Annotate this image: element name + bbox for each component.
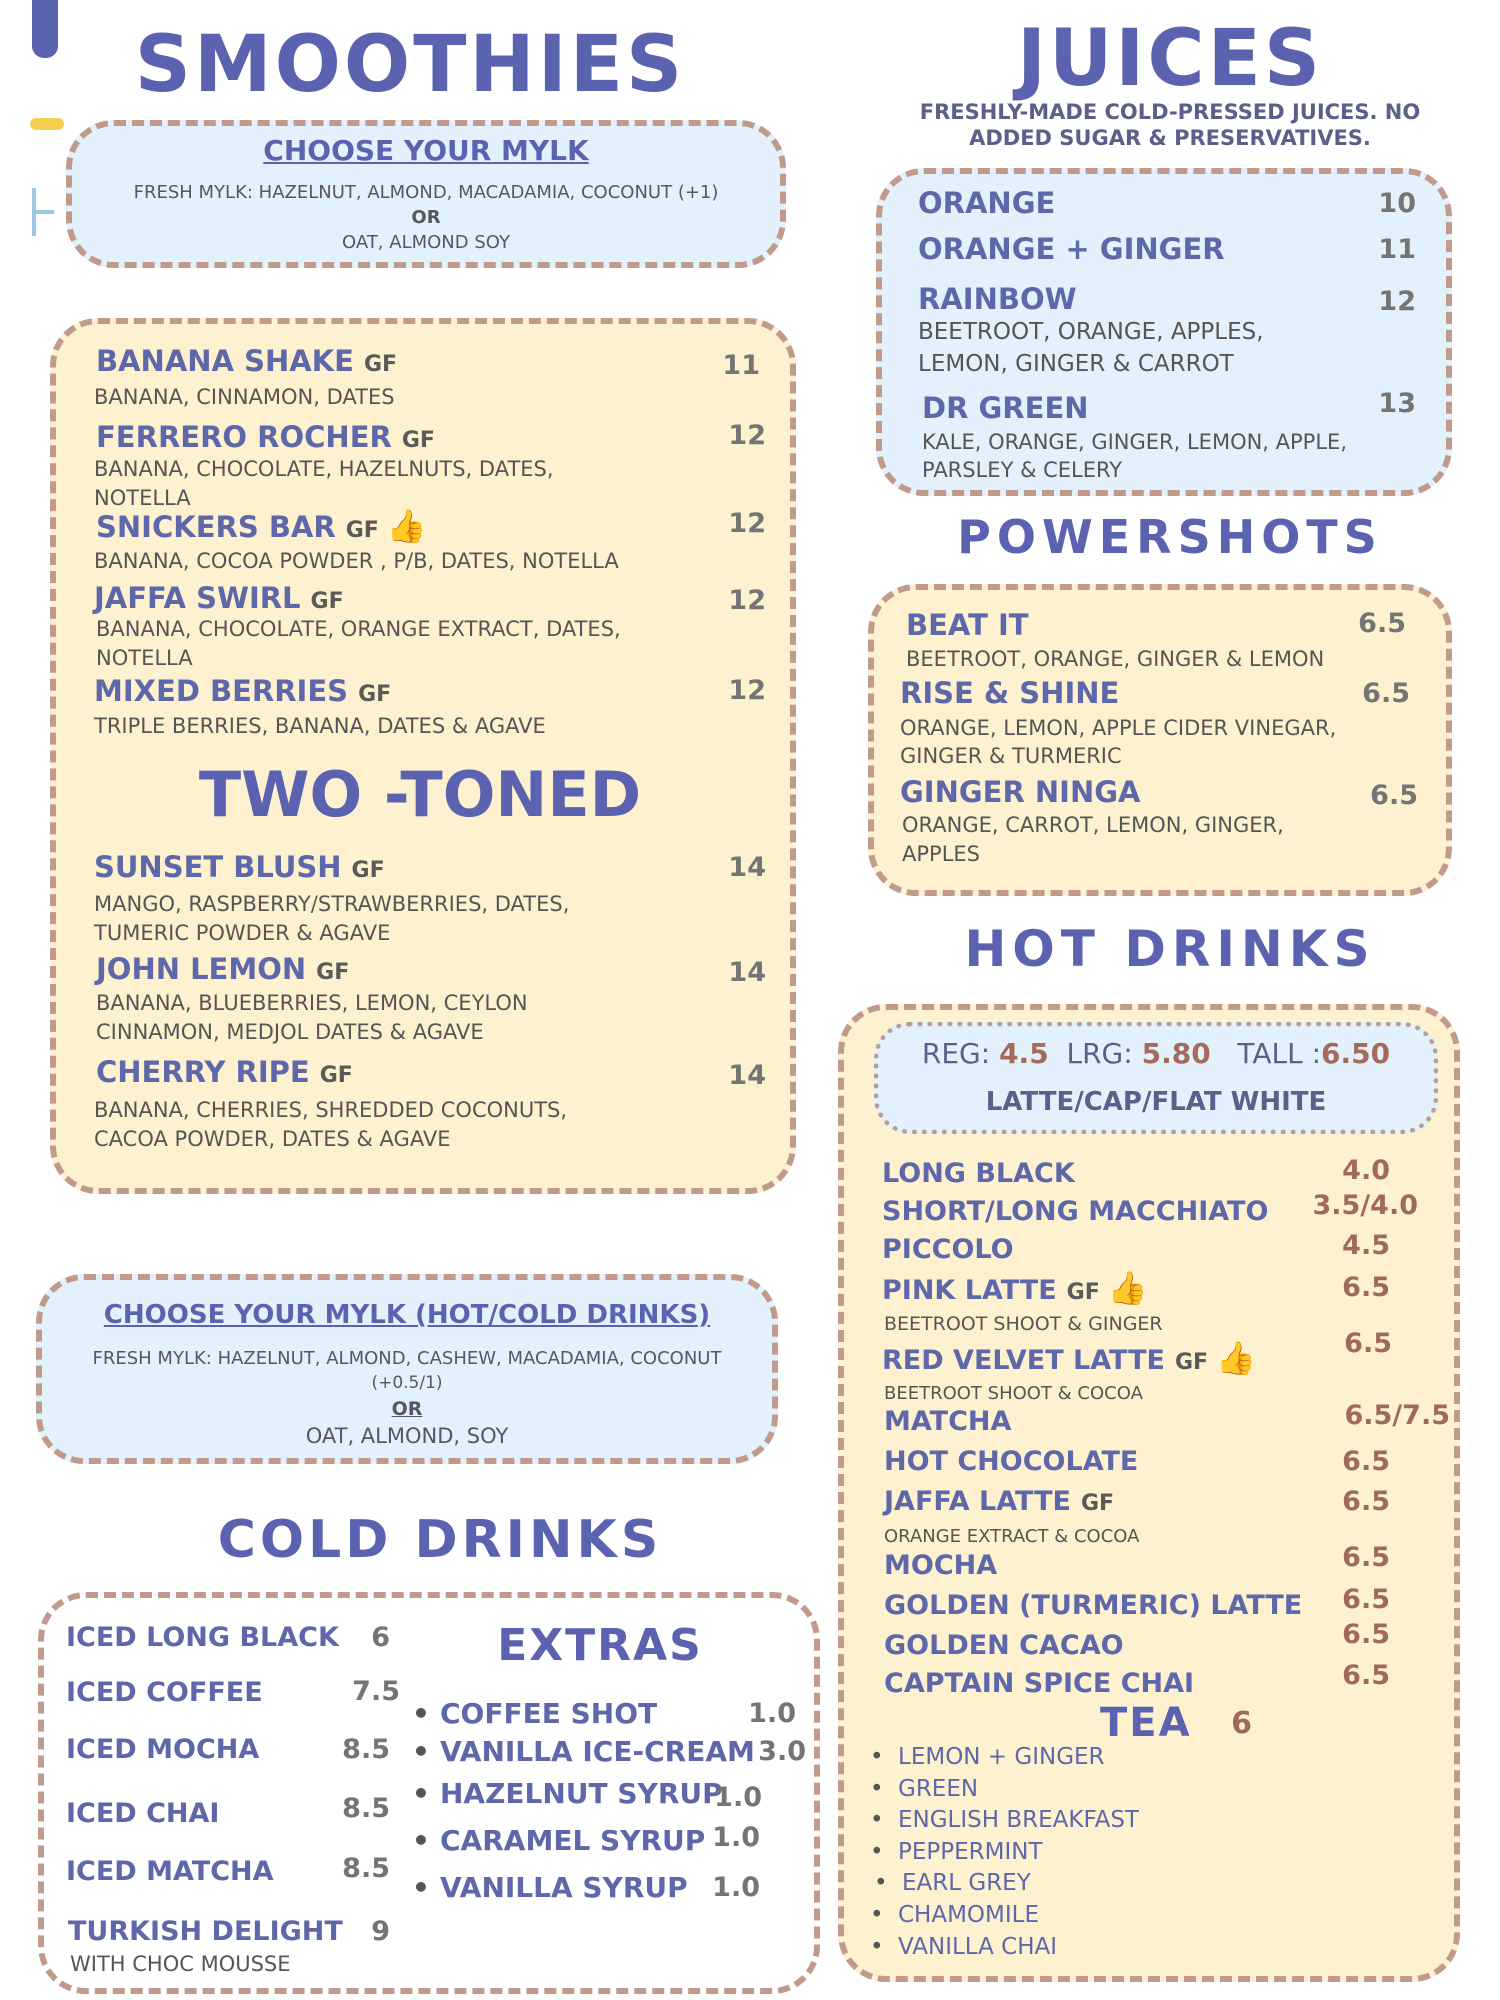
item-price: 6.5 (1342, 1272, 1390, 1303)
extra-vanilla-syrup: • VANILLA SYRUP (440, 1871, 688, 1904)
item-price: 14 (728, 957, 766, 988)
smoothies-heading: SMOOTHIES (134, 20, 686, 110)
item-price: 1.0 (748, 1698, 796, 1729)
item-desc: ORANGE, CARROT, LEMON, GINGER, (902, 813, 1284, 837)
item-price: 6 (371, 1622, 390, 1653)
extra-coffee-shot: • COFFEE SHOT (440, 1697, 657, 1730)
tea-item: • EARL GREY (902, 1870, 1031, 1896)
item-price: 8.5 (342, 1793, 390, 1824)
item-desc: BANANA, CHOCOLATE, HAZELNUTS, DATES, (94, 457, 554, 481)
item-desc: ORANGE EXTRACT & COCOA (884, 1526, 1140, 1547)
item-price: 6.5 (1342, 1446, 1390, 1477)
mylk-hot-cold-title[interactable]: CHOOSE YOUR MYLK (HOT/COLD DRINKS) (103, 1300, 711, 1330)
size-drinks: LATTE/CAP/FLAT WHITE (985, 1087, 1327, 1117)
menu-item-macchiato: SHORT/LONG MACCHIATO (882, 1196, 1269, 1227)
menu-item-orange-ginger: ORANGE + GINGER (918, 232, 1225, 266)
item-price: 6.5 (1358, 608, 1406, 639)
decor-dash-yellow (30, 118, 64, 130)
menu-item-dr-green: DR GREEN (922, 391, 1089, 425)
item-price: 6.5 (1362, 678, 1410, 709)
extras-heading: EXTRAS (497, 1620, 703, 1671)
item-desc: BANANA, COCOA POWDER , P/B, DATES, NOTELLA (94, 549, 619, 573)
item-price: 6.5 (1342, 1542, 1390, 1573)
item-desc: PARSLEY & CELERY (922, 458, 1123, 482)
menu-item-red-velvet-latte: RED VELVET LATTE GF 👍 (882, 1339, 1256, 1377)
menu-item-hot-chocolate: HOT CHOCOLATE (884, 1446, 1139, 1477)
menu-item-turkish-delight: TURKISH DELIGHT (68, 1916, 343, 1947)
menu-item-captain-spice-chai: CAPTAIN SPICE CHAI (884, 1668, 1195, 1699)
juices-subtitle-2: ADDED SUGAR & PRESERVATIVES. (969, 126, 1371, 150)
tea-item: • PEPPERMINT (898, 1839, 1043, 1865)
menu-item-sunset-blush: SUNSET BLUSH GF (94, 850, 385, 884)
item-desc: ORANGE, LEMON, APPLE CIDER VINEGAR, (900, 716, 1337, 740)
menu-item-mixed-berries: MIXED BERRIES GF (94, 674, 392, 708)
juices-heading: JUICES (1016, 14, 1324, 104)
mylk-line1: FRESH MYLK: HAZELNUT, ALMOND, MACADAMIA, COCONUT (+1) (133, 182, 719, 203)
juices-subtitle-1: FRESHLY-MADE COLD-PRESSED JUICES. NO (919, 100, 1421, 124)
item-desc: TRIPLE BERRIES, BANANA, DATES & AGAVE (94, 714, 546, 738)
mylk2-line1: FRESH MYLK: HAZELNUT, ALMOND, CASHEW, MACADAMIA, COCONUT (92, 1348, 722, 1369)
mylk-title[interactable]: CHOOSE YOUR MYLK (263, 134, 589, 167)
item-desc: BEETROOT SHOOT & COCOA (884, 1383, 1143, 1404)
item-price: 9 (371, 1916, 390, 1947)
hot-drinks-heading: HOT DRINKS (964, 920, 1376, 978)
tea-item: • LEMON + GINGER (898, 1744, 1105, 1770)
menu-item-iced-matcha: ICED MATCHA (66, 1856, 274, 1887)
menu-item-rise-shine: RISE & SHINE (900, 676, 1120, 710)
menu-item-matcha: MATCHA (884, 1406, 1012, 1437)
item-price: 1.0 (712, 1872, 760, 1903)
item-desc: BANANA, CHOCOLATE, ORANGE EXTRACT, DATES, (96, 617, 621, 641)
menu-item-snickers-bar: SNICKERS BAR GF 👍 (96, 507, 427, 545)
mylk-hot-cold-box (36, 1274, 778, 1464)
item-price: 14 (728, 852, 766, 883)
mylk-box (66, 120, 786, 268)
menu-item-ginger-ninga: GINGER NINGA (900, 775, 1141, 809)
item-desc: BEETROOT, ORANGE, GINGER & LEMON (906, 647, 1325, 671)
item-price: 6.5 (1342, 1584, 1390, 1615)
item-desc: GINGER & TURMERIC (900, 744, 1122, 768)
menu-item-golden-latte: GOLDEN (TURMERIC) LATTE (884, 1590, 1303, 1621)
item-price: 6.5 (1342, 1619, 1390, 1650)
item-price: 1.0 (712, 1822, 760, 1853)
item-desc: CACOA POWDER, DATES & AGAVE (94, 1127, 451, 1151)
tea-item: • ENGLISH BREAKFAST (898, 1807, 1139, 1833)
tea-item: • GREEN (898, 1776, 978, 1802)
item-desc: TUMERIC POWDER & AGAVE (94, 921, 391, 945)
item-desc: BANANA, CHERRIES, SHREDDED COCONUTS, (94, 1098, 568, 1122)
item-desc: NOTELLA (94, 486, 191, 510)
tea-heading: TEA (1100, 1700, 1192, 1746)
item-price: 7.5 (352, 1676, 400, 1707)
item-price: 8.5 (342, 1853, 390, 1884)
item-desc: NOTELLA (96, 646, 193, 670)
item-desc: APPLES (902, 842, 980, 866)
extra-caramel-syrup: • CARAMEL SYRUP (440, 1824, 705, 1857)
item-desc: KALE, ORANGE, GINGER, LEMON, APPLE, (922, 430, 1347, 454)
menu-item-iced-chai: ICED CHAI (66, 1798, 220, 1829)
item-price: 12 (728, 675, 766, 706)
menu-item-pink-latte: PINK LATTE GF 👍 (882, 1269, 1148, 1307)
item-desc: BEETROOT SHOOT & GINGER (884, 1313, 1163, 1335)
menu-item-iced-coffee: ICED COFFEE (66, 1677, 263, 1708)
tea-price: 6 (1231, 1706, 1252, 1741)
menu-item-piccolo: PICCOLO (882, 1234, 1014, 1265)
item-desc: BANANA, CINNAMON, DATES (94, 385, 395, 409)
menu-item-golden-cacao: GOLDEN CACAO (884, 1630, 1124, 1661)
item-price: 11 (1378, 234, 1416, 265)
menu-item-banana-shake: BANANA SHAKE GF (96, 344, 398, 378)
extra-hazelnut-syrup: • HAZELNUT SYRUP (440, 1777, 723, 1810)
thumbs-up-icon: 👍 (1107, 1269, 1148, 1307)
decor-bar-top (32, 0, 58, 58)
powershots-heading: POWERSHOTS (957, 510, 1383, 564)
item-price: 14 (728, 1060, 766, 1091)
item-price: 12 (1378, 286, 1416, 317)
item-price: 11 (722, 350, 760, 381)
cold-drinks-heading: COLD DRINKS (217, 1510, 663, 1570)
size-prices: REG: 4.5 LRG: 5.80 TALL :6.50 (921, 1037, 1391, 1070)
item-desc: WITH CHOC MOUSSE (70, 1952, 291, 1976)
size-price-box (874, 1022, 1438, 1134)
menu-item-orange: ORANGE (918, 186, 1056, 220)
extra-vanilla-ice-cream: • VANILLA ICE-CREAM (440, 1735, 755, 1768)
mylk2-or: OR (391, 1398, 423, 1420)
item-price: 4.0 (1342, 1155, 1390, 1186)
item-desc: MANGO, RASPBERRY/STRAWBERRIES, DATES, (94, 892, 570, 916)
item-desc: BEETROOT, ORANGE, APPLES, (918, 319, 1264, 345)
thumbs-up-icon: 👍 (1216, 1339, 1256, 1377)
mylk2-line1b: (+0.5/1) (371, 1373, 443, 1393)
item-desc: LEMON, GINGER & CARROT (918, 351, 1234, 377)
item-price: 8.5 (342, 1734, 390, 1765)
item-price: 6.5 (1342, 1486, 1390, 1517)
item-price: 10 (1378, 188, 1416, 219)
item-desc: CINNAMON, MEDJOL DATES & AGAVE (96, 1020, 484, 1044)
item-price: 4.5 (1342, 1230, 1390, 1261)
mylk2-line2: OAT, ALMOND, SOY (305, 1424, 509, 1448)
menu-item-long-black: LONG BLACK (882, 1158, 1075, 1189)
item-price: 6.5 (1344, 1328, 1392, 1359)
menu-item-john-lemon: JOHN LEMON GF (96, 952, 350, 986)
mylk-line2: OAT, ALMOND SOY (342, 232, 510, 253)
item-price: 12 (728, 420, 766, 451)
item-price: 12 (728, 585, 766, 616)
menu-item-iced-long-black: ICED LONG BLACK (66, 1622, 339, 1653)
item-price: 13 (1378, 388, 1416, 419)
thumbs-up-icon: 👍 (386, 507, 427, 545)
item-price: 3.0 (758, 1736, 806, 1767)
item-price: 3.5/4.0 (1312, 1190, 1418, 1221)
menu-item-jaffa-latte: JAFFA LATTE GF (884, 1486, 1115, 1517)
item-price: 12 (728, 508, 766, 539)
decor-plus-left-h (32, 210, 54, 214)
menu-item-mocha: MOCHA (884, 1550, 998, 1581)
item-price: 6.5 (1342, 1660, 1390, 1691)
menu-item-rainbow: RAINBOW (918, 282, 1077, 316)
menu-item-beat-it: BEAT IT (906, 608, 1029, 642)
tea-item: • VANILLA CHAI (898, 1934, 1057, 1960)
item-price: 6.5 (1370, 780, 1418, 811)
menu-item-iced-mocha: ICED MOCHA (66, 1734, 260, 1765)
menu-item-ferrero-rocher: FERRERO ROCHER GF (96, 420, 435, 454)
menu-item-cherry-ripe: CHERRY RIPE GF (96, 1055, 353, 1089)
item-desc: BANANA, BLUEBERRIES, LEMON, CEYLON (96, 991, 528, 1015)
menu-item-jaffa-swirl: JAFFA SWIRL GF (94, 581, 344, 615)
mylk-or: OR (411, 207, 441, 228)
two-toned-heading: TWO -TONED (198, 758, 642, 831)
item-price: 1.0 (714, 1782, 762, 1813)
tea-item: • CHAMOMILE (898, 1902, 1039, 1928)
item-price: 6.5/7.5 (1344, 1400, 1450, 1431)
